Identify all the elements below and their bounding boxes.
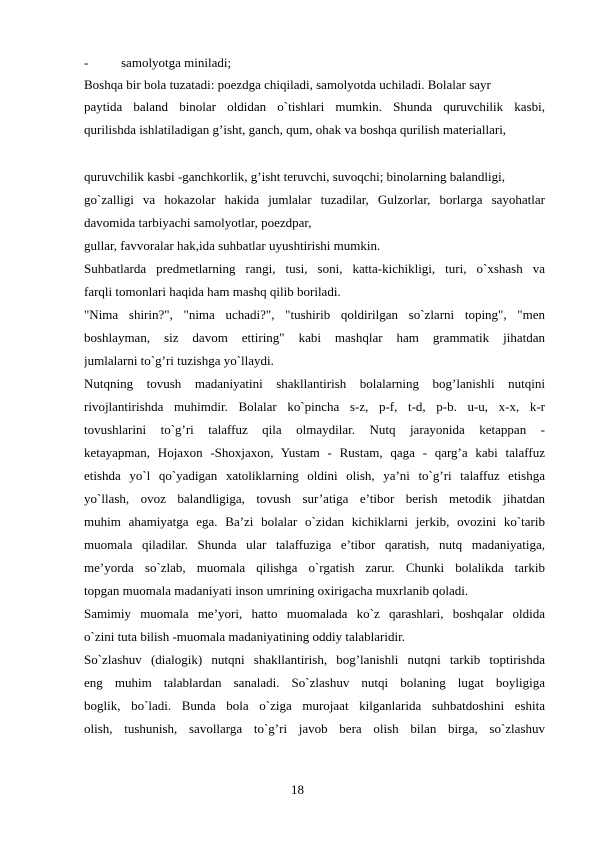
text-line: paytida baland binolar oldidan o`tishlari mumkin. Shunda quruvchilik kasbi, bbox=[84, 99, 545, 114]
bullet-text: samolyotga miniladi; bbox=[121, 55, 232, 70]
text-line: tovushlarini to`g’ri talaffuz qila olmaydilar. Nutq jarayonida ketappan - bbox=[84, 422, 545, 437]
text-line: qurilishda ishlatiladigan g’isht, ganch, qum, ohak va boshqa qurilish materiallari, bbox=[84, 122, 507, 137]
text-line: "Nima shirin?", "nima uchadi?", "tushirib qoldirilgan so`zlarni toping", "men bbox=[84, 307, 545, 322]
text-line: Boshqa bir bola tuzatadi: poezdga chiqiladi, samolyotda uchiladi. Bolalar sayr bbox=[84, 77, 491, 92]
text-line: etishda yo`l qo`yadigan xatoliklarning oldini olish, ya’ni to`g’ri talaffuz etishga bbox=[84, 468, 545, 483]
text-line: So`zlashuv (dialogik) nutqni shakllantirish, bog’lanishli nutqni tarkib toptirishda bbox=[84, 652, 545, 667]
text-line: ketayapman, Hojaxon -Shoxjaxon, Yustam - Rustam, qaga - qarg’a kabi talaffuz bbox=[84, 445, 545, 460]
text-line: Suhbatlarda predmetlarning rangi, tusi, soni, katta-kichikligi, turi, o`xshash va bbox=[84, 261, 545, 276]
text-line: boglik, bo`ladi. Bunda bola o`ziga murojaat kilganlarida suhbatdoshini eshita bbox=[84, 698, 545, 713]
blank-line bbox=[84, 142, 545, 164]
text-line: farqli tomonlari haqida ham mashq qilib boriladi. bbox=[84, 284, 341, 299]
bullet-marker: - bbox=[84, 55, 89, 70]
text-line: rivojlantirishda muhimdir. Bolalar ko`pincha s-z, p-f, t-d, p-b. u-u, x-x, k-r bbox=[84, 399, 545, 414]
text-line: eng muhim talablardan sanaladi. So`zlashuv nutqi bolaning lugat boyligiga bbox=[84, 675, 545, 690]
text-line: Nutqning tovush madaniyatini shakllantirish bolalarning bog’lanishli nutqini bbox=[84, 376, 545, 391]
text-line: gullar, favvoralar hak,ida suhbatlar uyushtirishi mumkin. bbox=[84, 238, 381, 253]
text-line: boshlayman, siz davom ettiring" kabi mashqlar ham grammatik jihatdan bbox=[84, 330, 545, 345]
text-line: go`zalligi va hokazolar hakida jumlalar tuzadilar, Gulzorlar, borlarga sayohatlar bbox=[84, 192, 545, 207]
text-line: muhim ahamiyatga ega. Ba’zi bolalar o`zidan kichiklarni jerkib, ovozini ko`tarib bbox=[84, 514, 545, 529]
page-number: 18 bbox=[291, 782, 304, 797]
text-line: yo`llash, ovoz balandligiga, tovush sur’atiga e’tibor berish metodik jihatdan bbox=[84, 491, 545, 506]
text-line: o`zini tuta bilish -muomala madaniyatining oddiy talablaridir. bbox=[84, 629, 405, 644]
text-line: topgan muomala madaniyati inson umrining oxirigacha muxrlanib qoladi. bbox=[84, 583, 469, 598]
text-line: davomida tarbiyachi samolyotlar, poezdpar, bbox=[84, 215, 312, 230]
text-line: me’yorda so`zlab, muomala qilishga o`rgatish zarur. Chunki bolalikda tarkib bbox=[84, 560, 545, 575]
text-line: quruvchilik kasbi -ganchkorlik, g’isht teruvchi, suvoqchi; binolarning balandligi, bbox=[84, 169, 505, 184]
text-line: jumlalarni to`g’ri tuzishga yo`llaydi. bbox=[84, 353, 274, 368]
text-line: muomala qiladilar. Shunda ular talaffuziga e’tibor qaratish, nutq madaniyatiga, bbox=[84, 537, 545, 552]
text-line: Samimiy muomala me’yori, hatto muomalada ko`z qarashlari, boshqalar oldida bbox=[84, 606, 545, 621]
text-line: olish, tushunish, savollarga to`g’ri javob bera olish bilan birga, so`zlashuv bbox=[84, 721, 545, 736]
